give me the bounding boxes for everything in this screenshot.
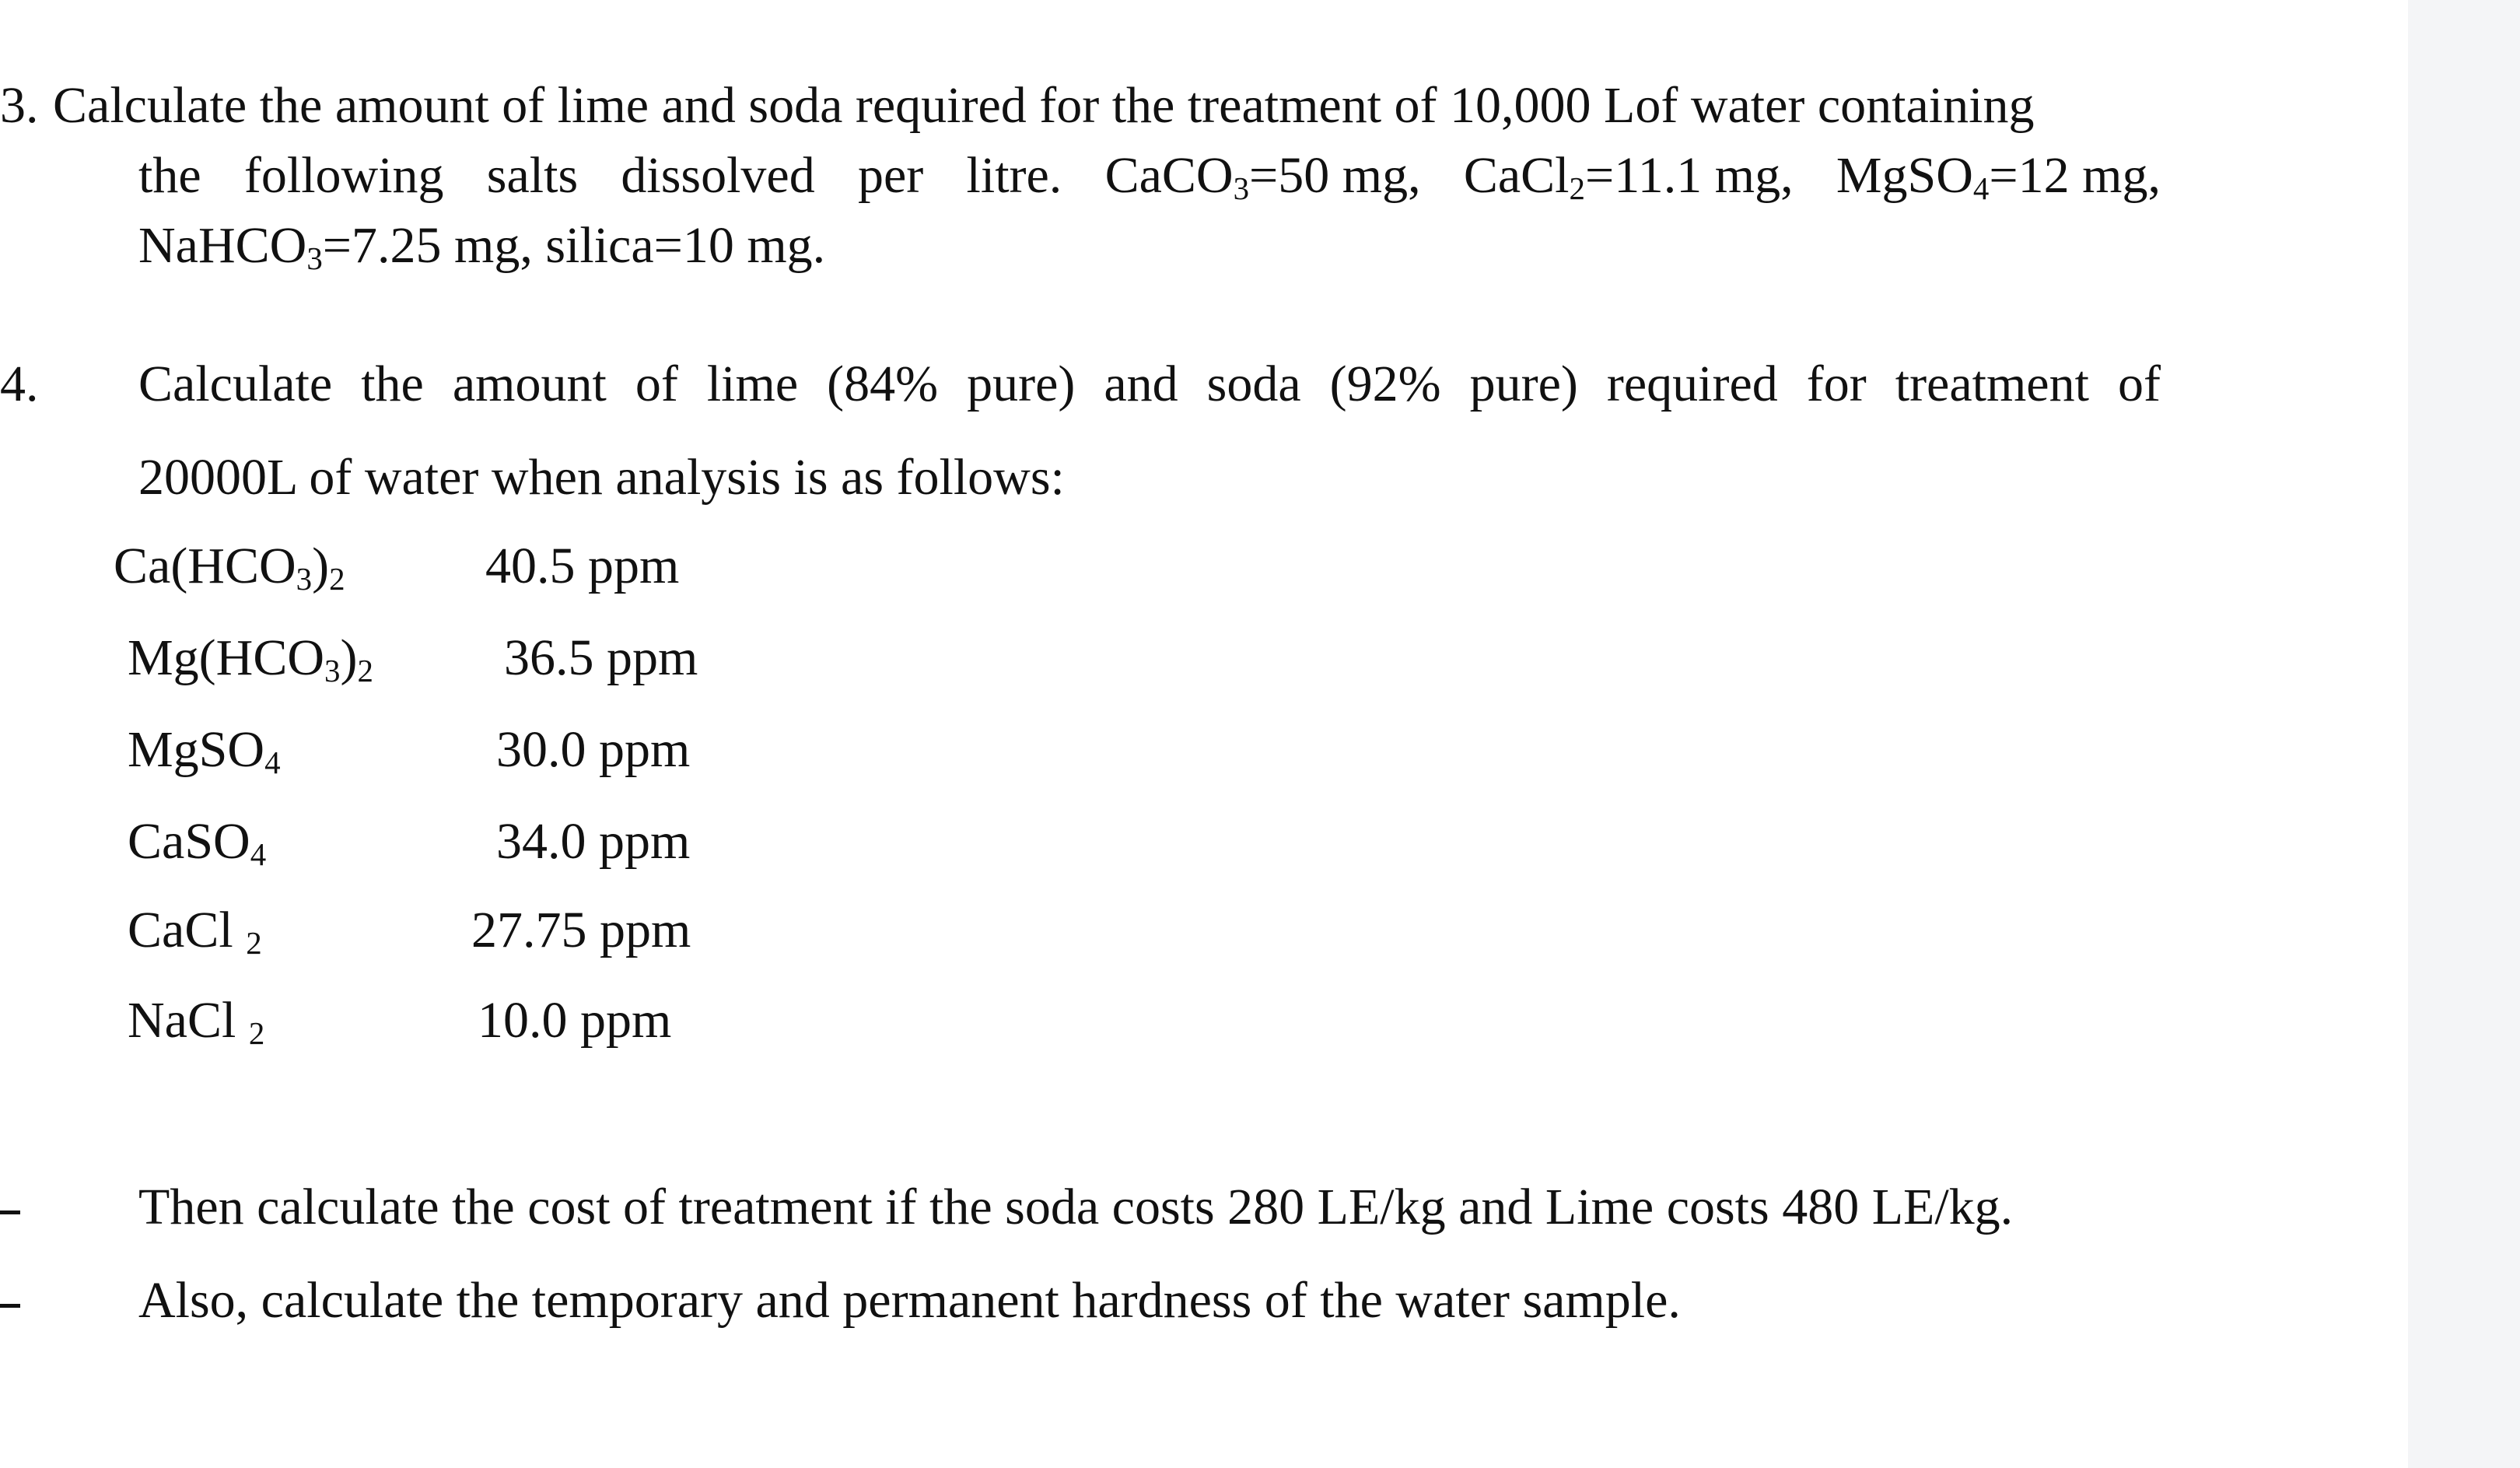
q3-mgso4: MgSO$_4$=12 mg, xyxy=(1836,147,2161,206)
q4-word: (84% xyxy=(827,356,939,412)
q3-caco3: CaCO$_3$=50 mg, xyxy=(1104,147,1421,206)
q4-word: lime xyxy=(706,356,799,412)
q3-line2 xyxy=(138,145,2161,207)
q4-word: of xyxy=(635,356,678,412)
q4-word: (92% xyxy=(1329,356,1441,412)
value-mgso4: 30.0 ppm xyxy=(496,721,691,778)
q3-nahco3: NaHCO$_3$=7.25 mg, xyxy=(138,217,533,276)
q4-word: soda xyxy=(1206,356,1301,412)
q3-line3 xyxy=(138,215,825,277)
bullet-dash xyxy=(0,1304,20,1308)
q4-word: for xyxy=(1806,356,1867,412)
q4-word: treatment xyxy=(1895,356,2089,412)
q3-number: 3. xyxy=(0,77,39,134)
q3-word: the xyxy=(138,147,201,204)
side-panel xyxy=(2408,0,2520,1468)
q4-number: 4. xyxy=(0,356,39,412)
q4-word: of xyxy=(2117,356,2161,412)
compound-mg-hco3: $Mg(HCO_3)_2$ xyxy=(128,629,373,688)
q4-word: the xyxy=(361,356,424,412)
q4-word: Calculate xyxy=(138,356,333,412)
value-ca-hco3: 40.5 ppm xyxy=(485,538,680,594)
q3-word: following xyxy=(243,147,444,204)
compound-cacl2: CaCl $_2$ xyxy=(128,902,262,961)
q4-word: required xyxy=(1606,356,1778,412)
value-nacl2: 10.0 ppm xyxy=(478,992,672,1049)
q4-line1 xyxy=(138,353,2161,415)
q4-word: pure) xyxy=(1469,356,1578,412)
value-cacl2: 27.75 ppm xyxy=(471,902,691,958)
bullet-hardness: Also, calculate the temporary and permanent hardness of the water sample. xyxy=(138,1272,1681,1329)
q3-line1: Calculate the amount of lime and soda required for the treatment of 10,000 Lof water containing xyxy=(53,77,2035,134)
q3-word: salts xyxy=(486,147,579,204)
bullet-cost: Then calculate the cost of treatment if the soda costs 280 LE/kg and Lime costs 480 LE/kg. xyxy=(138,1179,2014,1235)
q3-word: litre. xyxy=(966,147,1062,204)
compound-ca-hco3: $Ca(HCO_3)_2$ xyxy=(114,538,345,597)
q4-line2: 20000L of water when analysis is as follows: xyxy=(138,449,1065,506)
value-caso4: 34.0 ppm xyxy=(496,813,691,870)
q3-word: dissolved xyxy=(621,147,815,204)
compound-caso4: CaSO$_4$ xyxy=(128,813,267,872)
q3-silica: silica=10 mg. xyxy=(545,217,826,274)
q4-word: amount xyxy=(452,356,607,412)
value-mg-hco3: 36.5 ppm xyxy=(504,629,698,686)
q3-cacl2: CaCl$_2$=11.1 mg, xyxy=(1463,147,1794,206)
compound-nacl2: NaCl $_2$ xyxy=(128,992,265,1051)
bullet-dash xyxy=(0,1210,20,1214)
compound-mgso4: MgSO$_4$ xyxy=(128,721,281,780)
q4-word: and xyxy=(1104,356,1178,412)
q3-word: per xyxy=(857,147,924,204)
q4-word: pure) xyxy=(967,356,1076,412)
